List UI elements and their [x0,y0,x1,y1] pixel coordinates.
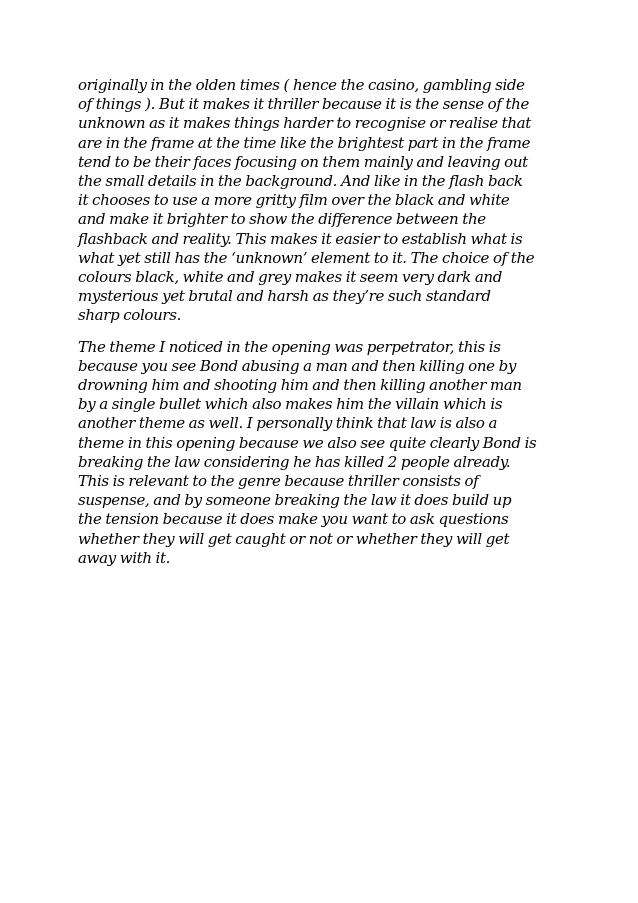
document-body [78,76,566,580]
paragraph-2: The theme I noticed in the opening was perpetrator, this is because you see Bond abusing a man and then killing one by drowning him and shooting him and then killing another man by a single bullet which also makes him the villain which is another theme as well. I personally think that law is also a theme in this opening because we also see quite clearly Bond is breaking the law considering he has killed 2 people already. This is relevant to the genre because thriller consists of suspense, and by someone breaking the law it does build up the tension because it does make you want to ask questions whether they will get caught or not or whether they will get away with it. [78,337,537,567]
paragraph-1: originally in the olden times ( hence the casino, gambling side of things ). But it makes it thriller because it is the sense of the unknown as it makes things harder to recognise or realise that are in the frame at the time like the brightest part in the frame tend to be their faces focusing on them mainly and leaving out the small details in the background. And like in the flash back it chooses to use a more gritty film over the black and white and make it brighter to show the difference between the flashback and reality. This makes it easier to establish what is what yet still has the ‘unknown’ element to it. The choice of the colours black, white and grey makes it seem very dark and mysterious yet brutal and harsh as they’re such standard sharp colours. [78,76,535,325]
